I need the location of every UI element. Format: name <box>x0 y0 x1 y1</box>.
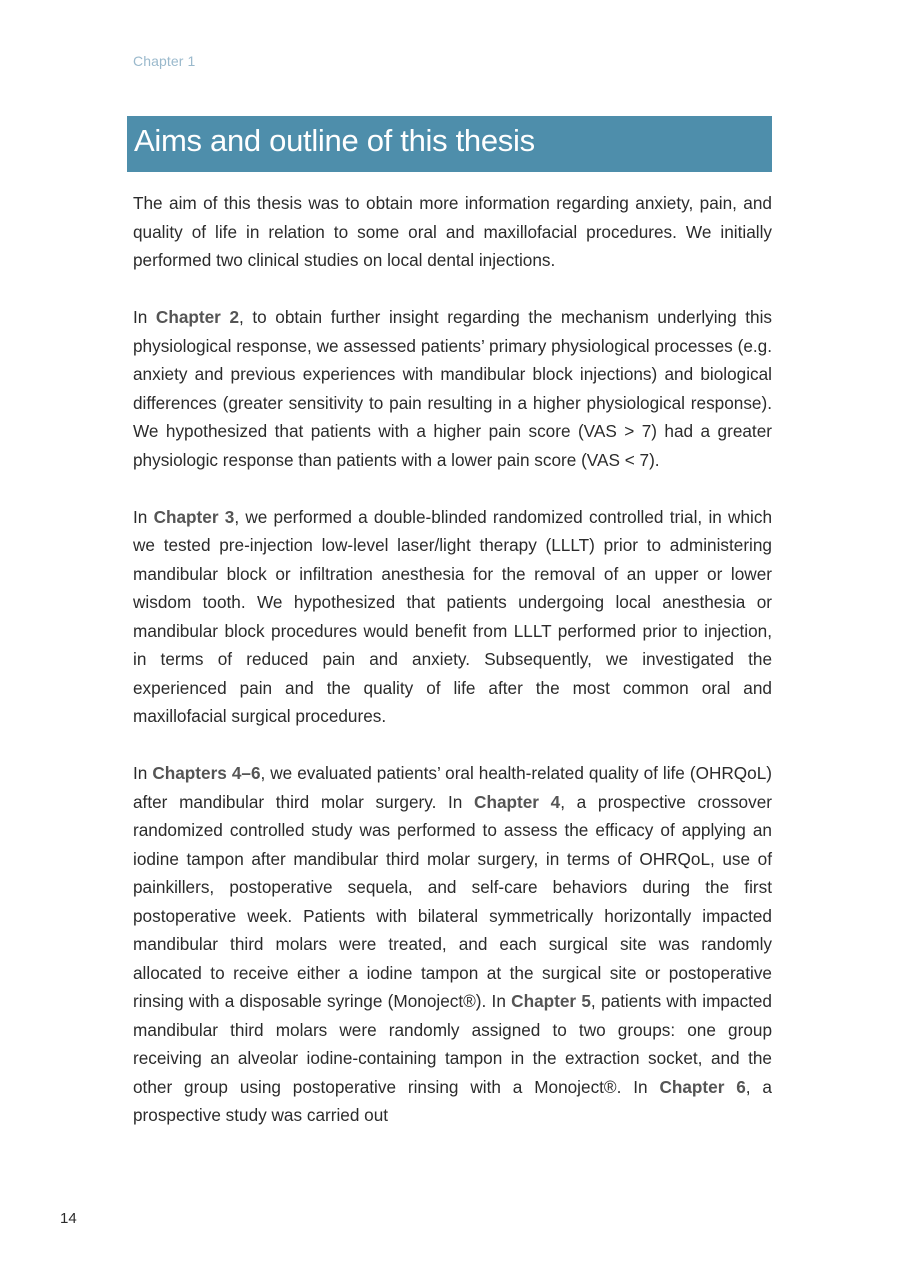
chapter-reference: Chapter 3 <box>153 506 235 527</box>
paragraph-prefix: In <box>133 506 154 527</box>
running-head: Chapter 1 <box>133 53 196 69</box>
paragraph-text: , a prospective crossover randomized controlled study was performed to assess the efficacy of applying an iodine tampon after mandibular third molar surgery, in terms of OHRQoL, use of painkillers, postoperative sequela, and self-care behaviors during the first postoperative week. Patients with bilateral symmetrically horizontally impacted mandibular third molars were treated, and each surgical site was randomly allocated to receive either a iodine tampon at the surgical site or postoperative rinsing with a disposable syringe (Monoject®). In <box>133 791 772 1011</box>
paragraph-chapters-4-6 <box>133 759 772 1130</box>
paragraph-text: , patients with impacted mandibular third molars were randomly assigned to two groups: one group receiving an alveolar iodine-containing tampon in the extraction socket, and the other group using postoperative rinsing with a Monoject®. In <box>133 991 772 1097</box>
paragraph-aim <box>133 189 772 275</box>
chapter-reference: Chapter 5 <box>511 991 591 1011</box>
paragraph-prefix: In <box>133 763 153 783</box>
paragraph-chapter-3 <box>133 503 772 731</box>
page-number: 14 <box>60 1210 77 1227</box>
chapter-reference: Chapter 4 <box>474 791 561 812</box>
section-title-banner <box>127 116 772 172</box>
body-text <box>133 189 772 1130</box>
chapter-reference: Chapter 2 <box>155 307 240 327</box>
paragraph-text: , we evaluated patients’ oral health-related quality of life (OHRQoL) after mandibular third molar surgery. In <box>133 763 772 812</box>
paragraph-text: The aim of this thesis was to obtain more information regarding anxiety, pain, and quality of life in relation to some oral and maxillofacial procedures. We initially performed two clinical studies on local dental injections. <box>133 193 772 270</box>
section-title: Aims and outline of this thesis <box>134 123 535 158</box>
chapter-reference: Chapter 6 <box>659 1076 746 1097</box>
paragraph-text: , we performed a double-blinded randomized controlled trial, in which we tested pre-injection low-level laser/light therapy (LLLT) prior to administering mandibular block or infiltration anesthesia for the removal of an upper or lower wisdom tooth. We hypothesized that patients undergoing local anesthesia or mandibular block procedures would benefit from LLLT performed prior to injection, in terms of reduced pain and anxiety. Subsequently, we investigated the experienced pain and the quality of life after the most common oral and maxillofacial surgical procedures. <box>133 506 772 726</box>
paragraph-prefix: In <box>133 307 156 327</box>
paragraph-chapter-2 <box>133 303 772 474</box>
chapter-reference: Chapters 4–6 <box>152 763 261 783</box>
paragraph-text: , to obtain further insight regarding the mechanism underlying this physiological response, we assessed patients’ primary physiological processes (e.g. anxiety and previous experiences with mandibular block injections) and biological differences (greater sensitivity to pain resulting in a higher physiological response). We hypothesized that patients with a higher pain score (VAS > 7) had a greater physiologic response than patients with a lower pain score (VAS < 7). <box>133 307 773 470</box>
paragraph-text: , a prospective study was carried out <box>133 1076 772 1125</box>
